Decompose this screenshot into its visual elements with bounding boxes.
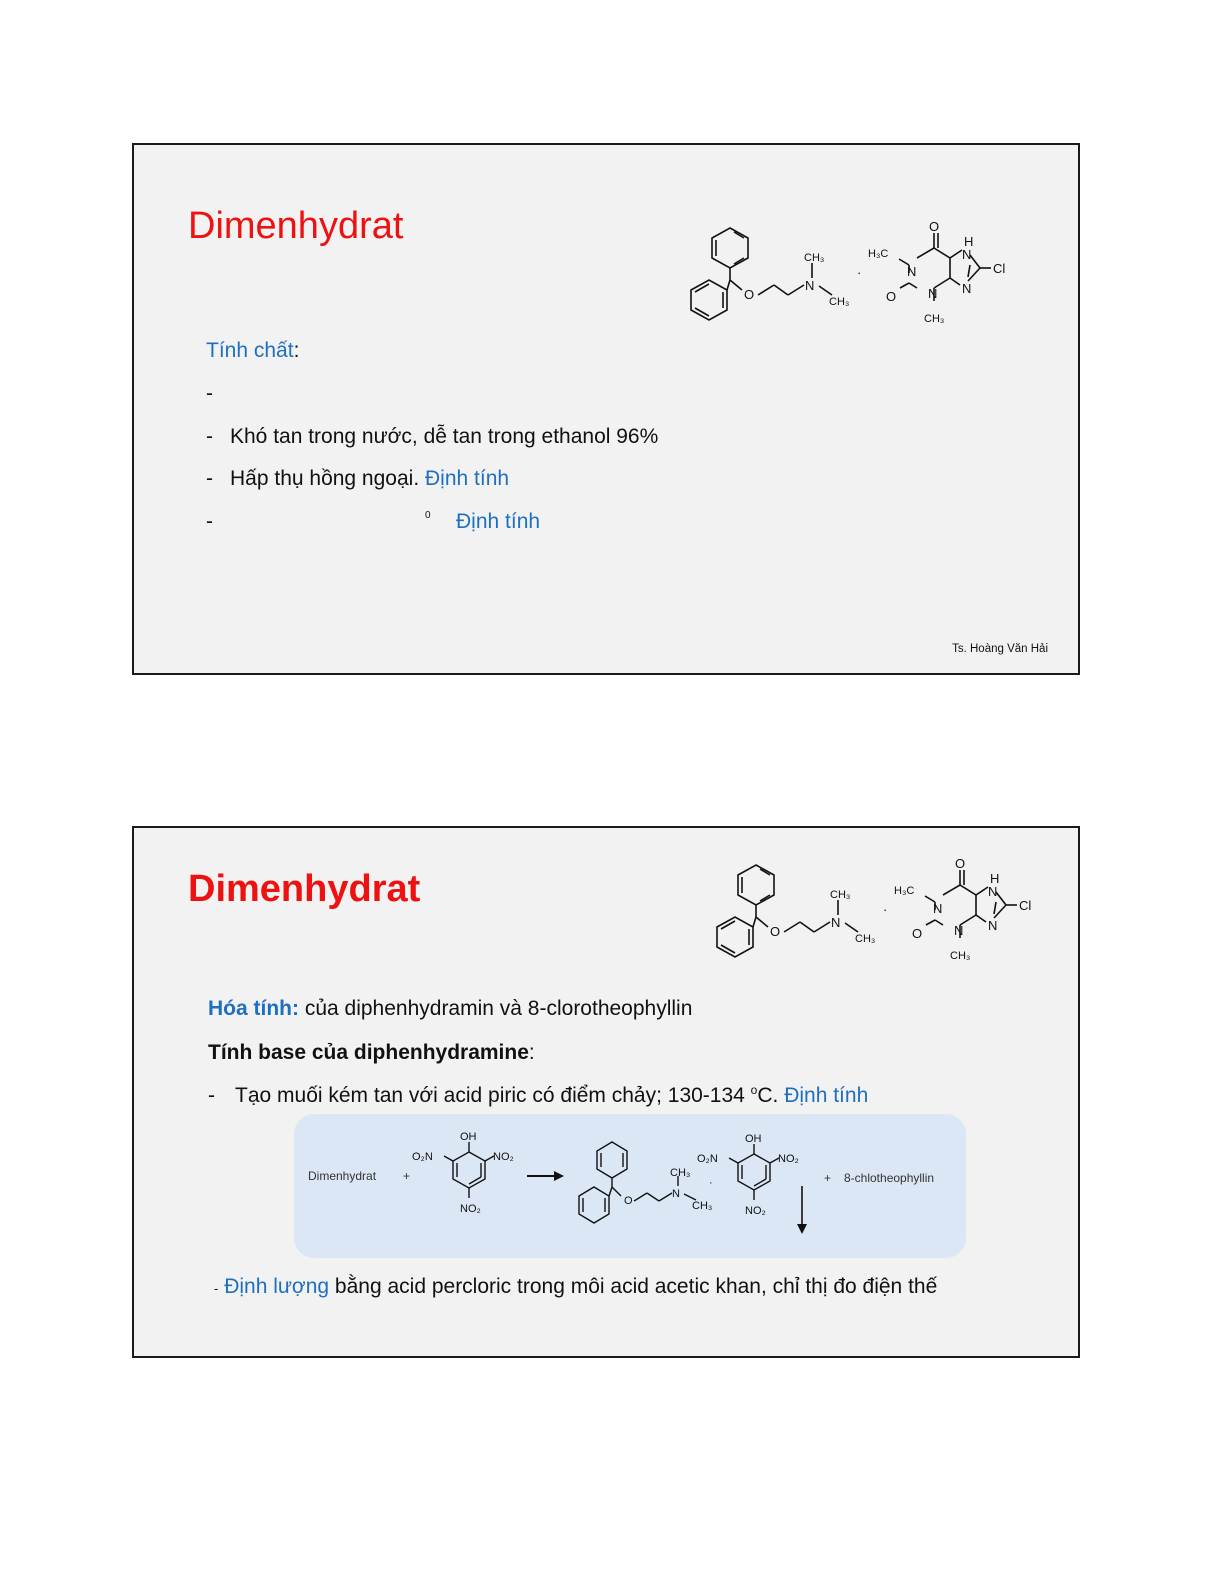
atom-o: O xyxy=(624,1195,633,1207)
salt-dot: · xyxy=(857,265,862,280)
section-heading xyxy=(206,340,299,361)
precipitate-arrow-icon xyxy=(797,1224,807,1234)
dinh-luong-link: Định lượng xyxy=(224,1275,330,1298)
base-heading-text: Tính base của diphenhydramine xyxy=(208,1041,529,1064)
atom-o: O xyxy=(744,287,755,302)
nitro-label: NO₂ xyxy=(745,1205,766,1217)
hydroxyl-label: OH xyxy=(460,1131,477,1143)
bullet-3 xyxy=(206,468,509,489)
bullet-2 xyxy=(206,426,658,447)
slide-title: Dimenhydrat xyxy=(188,868,421,910)
bullet-text: Khó tan trong nước, dễ tan trong ethanol 96% xyxy=(230,425,659,448)
hoa-tinh-text: của diphenhydramin và 8-clorotheophyllin xyxy=(304,997,693,1020)
dinh-tinh-link: Định tính xyxy=(425,467,510,490)
nitro-label: NO₂ xyxy=(460,1203,481,1215)
bullet-dash: - xyxy=(206,382,213,405)
atom-o: O xyxy=(770,924,781,939)
hoa-tinh-label: Hóa tính: xyxy=(208,997,299,1020)
picrate-reaction-panel xyxy=(294,1114,966,1258)
atom-n: N xyxy=(933,901,943,916)
atom-n: N xyxy=(962,247,972,262)
bullet-2 xyxy=(214,1276,937,1297)
atom-h: H xyxy=(964,234,974,249)
bullet-dash: - xyxy=(214,1281,219,1296)
atom-n: N xyxy=(907,264,917,279)
bullet-text: Hấp thụ hồng ngoại. xyxy=(230,467,420,490)
product-8-chlotheophyllin: 8-chlotheophyllin xyxy=(844,1171,935,1185)
hydroxyl-label: OH xyxy=(745,1133,762,1145)
atom-n: N xyxy=(805,278,815,293)
degree-mark: 0 xyxy=(425,510,431,521)
dinh-tinh-link: Định tính xyxy=(456,510,541,533)
atom-n: N xyxy=(831,915,841,930)
methyl-label: H₃C xyxy=(868,248,889,260)
bullet-dash: - xyxy=(206,510,213,533)
atom-n: N xyxy=(988,884,998,899)
salt-dot: · xyxy=(883,902,888,917)
slide-title: Dimenhydrat xyxy=(188,205,404,247)
atom-n: N xyxy=(928,286,938,301)
reaction-scheme xyxy=(294,1114,966,1258)
hoa-tinh-line xyxy=(208,998,692,1019)
plus-sign: + xyxy=(824,1171,832,1185)
atom-o: O xyxy=(929,219,940,234)
slide-2 xyxy=(132,826,1080,1358)
methyl-label: CH₃ xyxy=(692,1200,713,1212)
nitro-label: O₂N xyxy=(697,1153,718,1165)
nitro-label: NO₂ xyxy=(778,1153,799,1165)
reaction-arrow-icon xyxy=(554,1171,564,1181)
dinh-tinh-link: Định tính xyxy=(784,1084,869,1107)
nitro-label: NO₂ xyxy=(493,1151,514,1163)
colon: : xyxy=(528,1041,535,1064)
bullet-dash: - xyxy=(208,1084,215,1107)
atom-cl: Cl xyxy=(1019,898,1032,913)
methyl-label: H₃C xyxy=(894,885,915,897)
bullet-4 xyxy=(206,511,230,532)
methyl-label: CH₃ xyxy=(950,950,971,962)
unit: C. xyxy=(757,1084,779,1107)
plus-sign: + xyxy=(403,1169,411,1183)
bullet-dash: - xyxy=(206,467,213,490)
atom-o: O xyxy=(886,289,897,304)
atom-n: N xyxy=(962,281,972,296)
methyl-label: CH₃ xyxy=(670,1167,691,1179)
methyl-label: CH₃ xyxy=(855,933,876,945)
bullet-dash: - xyxy=(206,425,213,448)
colon: : xyxy=(293,339,300,362)
atom-n: N xyxy=(672,1188,680,1200)
methyl-label: CH₃ xyxy=(924,313,945,325)
atom-h: H xyxy=(990,871,1000,886)
footer-author: Ts. Hoàng Văn Hải xyxy=(952,643,1048,655)
bullet-1 xyxy=(206,383,230,404)
degree-sup: o xyxy=(750,1083,758,1097)
bullet-text: Tạo muối kém tan với acid piric có điểm chảy; 130-134 xyxy=(235,1084,751,1107)
methyl-label: CH₃ xyxy=(829,296,850,308)
atom-n: N xyxy=(954,923,964,938)
atom-o: O xyxy=(955,856,966,871)
atom-cl: Cl xyxy=(993,261,1006,276)
bullet-text: bằng acid percloric trong môi acid acetic khan, chỉ thị đo điện thế xyxy=(334,1275,938,1298)
section-label: Tính chất xyxy=(206,339,294,362)
methyl-label: CH₃ xyxy=(804,252,825,264)
dimenhydrinate-structure xyxy=(690,852,1060,972)
salt-dot: · xyxy=(709,1177,713,1189)
dimenhydrinate-structure xyxy=(664,215,1034,335)
slide-1 xyxy=(132,143,1080,675)
methyl-label: CH₃ xyxy=(830,889,851,901)
bullet-1 xyxy=(208,1084,868,1106)
nitro-label: O₂N xyxy=(412,1151,433,1163)
reactant-dimenhydrat: Dimenhydrat xyxy=(308,1169,377,1183)
base-heading xyxy=(208,1042,535,1063)
atom-n: N xyxy=(988,918,998,933)
atom-o: O xyxy=(912,926,923,941)
